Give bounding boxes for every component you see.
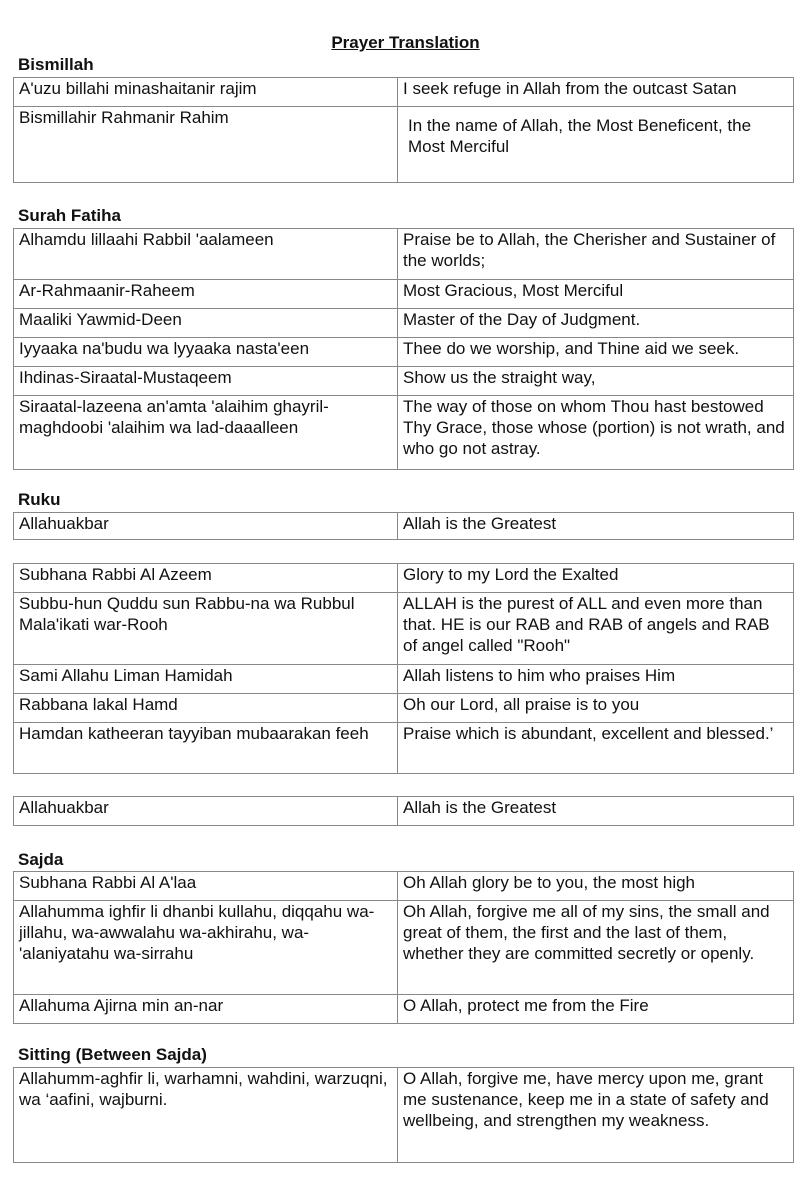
table-row — [14, 338, 794, 367]
section-heading: Sajda — [18, 850, 64, 869]
arabic-transliteration-cell: Siraatal-lazeena an'amta 'alaihim ghayril-maghdoobi 'alaihim wa lad-daaalleen — [14, 396, 398, 470]
translation-table — [13, 1067, 794, 1163]
english-translation-cell: Most Gracious, Most Merciful — [398, 280, 794, 309]
english-translation-cell: Praise which is abundant, excellent and blessed.’ — [398, 723, 794, 774]
english-translation-cell: O Allah, protect me from the Fire — [398, 995, 794, 1024]
table-row — [14, 564, 794, 593]
english-translation-cell: Oh our Lord, all praise is to you — [398, 694, 794, 723]
table-row — [14, 280, 794, 309]
english-translation-cell: In the name of Allah, the Most Beneficent, the Most Merciful — [398, 107, 794, 183]
section-heading: Ruku — [18, 490, 61, 509]
section-heading: Surah Fatiha — [18, 206, 121, 225]
arabic-transliteration-cell: Allahuma Ajirna min an-nar — [14, 995, 398, 1024]
table-row — [14, 396, 794, 470]
arabic-transliteration-cell: Hamdan katheeran tayyiban mubaarakan feeh — [14, 723, 398, 774]
table-row — [14, 107, 794, 183]
english-translation-cell: Show us the straight way, — [398, 367, 794, 396]
translation-table — [13, 796, 794, 826]
translation-table — [13, 228, 794, 470]
arabic-transliteration-cell: Allahuakbar — [14, 513, 398, 540]
arabic-transliteration-cell: Subhana Rabbi Al A'laa — [14, 872, 398, 901]
table-row — [14, 694, 794, 723]
table-row — [14, 367, 794, 396]
table-row — [14, 229, 794, 280]
translation-table — [13, 871, 794, 1024]
english-translation-cell: I seek refuge in Allah from the outcast Satan — [398, 78, 794, 107]
english-translation-cell: Allah is the Greatest — [398, 797, 794, 826]
arabic-transliteration-cell: Allahuakbar — [14, 797, 398, 826]
arabic-transliteration-cell: Subbu-hun Quddu sun Rabbu-na wa Rubbul Mala'ikati war-Rooh — [14, 593, 398, 665]
table-row — [14, 723, 794, 774]
table-row — [14, 797, 794, 826]
translation-table — [13, 563, 794, 774]
arabic-transliteration-cell: Rabbana lakal Hamd — [14, 694, 398, 723]
table-row — [14, 872, 794, 901]
arabic-transliteration-cell: Allahumm-aghfir li, warhamni, wahdini, warzuqni, wa ‘aafini, wajburni. — [14, 1068, 398, 1163]
translation-table — [13, 77, 794, 183]
english-translation-cell: Oh Allah glory be to you, the most high — [398, 872, 794, 901]
arabic-transliteration-cell: A'uzu billahi minashaitanir rajim — [14, 78, 398, 107]
arabic-transliteration-cell: Iyyaaka na'budu wa lyyaaka nasta'een — [14, 338, 398, 367]
page-title: Prayer Translation — [331, 33, 480, 52]
english-translation-cell: Thee do we worship, and Thine aid we seek. — [398, 338, 794, 367]
table-row — [14, 309, 794, 338]
english-translation-cell: Master of the Day of Judgment. — [398, 309, 794, 338]
table-row — [14, 665, 794, 694]
english-translation-cell: Praise be to Allah, the Cherisher and Sustainer of the worlds; — [398, 229, 794, 280]
arabic-transliteration-cell: Ar-Rahmaanir-Raheem — [14, 280, 398, 309]
table-row — [14, 901, 794, 995]
translation-table — [13, 512, 794, 540]
arabic-transliteration-cell: Bismillahir Rahmanir Rahim — [14, 107, 398, 183]
arabic-transliteration-cell: Maaliki Yawmid-Deen — [14, 309, 398, 338]
table-row — [14, 78, 794, 107]
arabic-transliteration-cell: Alhamdu lillaahi Rabbil 'aalameen — [14, 229, 398, 280]
english-translation-cell: The way of those on whom Thou hast bestowed Thy Grace, those whose (portion) is not wrath, and who go not astray. — [398, 396, 794, 470]
arabic-transliteration-cell: Sami Allahu Liman Hamidah — [14, 665, 398, 694]
english-translation-cell: Allah is the Greatest — [398, 513, 794, 540]
arabic-transliteration-cell: Ihdinas-Siraatal-Mustaqeem — [14, 367, 398, 396]
table-row — [14, 1068, 794, 1163]
section-heading: Bismillah — [18, 55, 94, 74]
arabic-transliteration-cell: Subhana Rabbi Al Azeem — [14, 564, 398, 593]
table-row — [14, 593, 794, 665]
english-translation-cell: ALLAH is the purest of ALL and even more than that. HE is our RAB and RAB of angels and RAB of angel called "Rooh" — [398, 593, 794, 665]
english-translation-cell: Allah listens to him who praises Him — [398, 665, 794, 694]
arabic-transliteration-cell: Allahumma ighfir li dhanbi kullahu, diqqahu wa-jillahu, wa-awwalahu wa-akhirahu, wa-'alaniyatahu wa-sirrahu — [14, 901, 398, 995]
section-heading: Sitting (Between Sajda) — [18, 1045, 207, 1064]
english-translation-cell: Oh Allah, forgive me all of my sins, the small and great of them, the first and the last of them, whether they are committed secretly or openly. — [398, 901, 794, 995]
table-row — [14, 513, 794, 540]
english-translation-cell: O Allah, forgive me, have mercy upon me, grant me sustenance, keep me in a state of safety and wellbeing, and strengthen my weakness. — [398, 1068, 794, 1163]
english-translation-cell: Glory to my Lord the Exalted — [398, 564, 794, 593]
table-row — [14, 995, 794, 1024]
